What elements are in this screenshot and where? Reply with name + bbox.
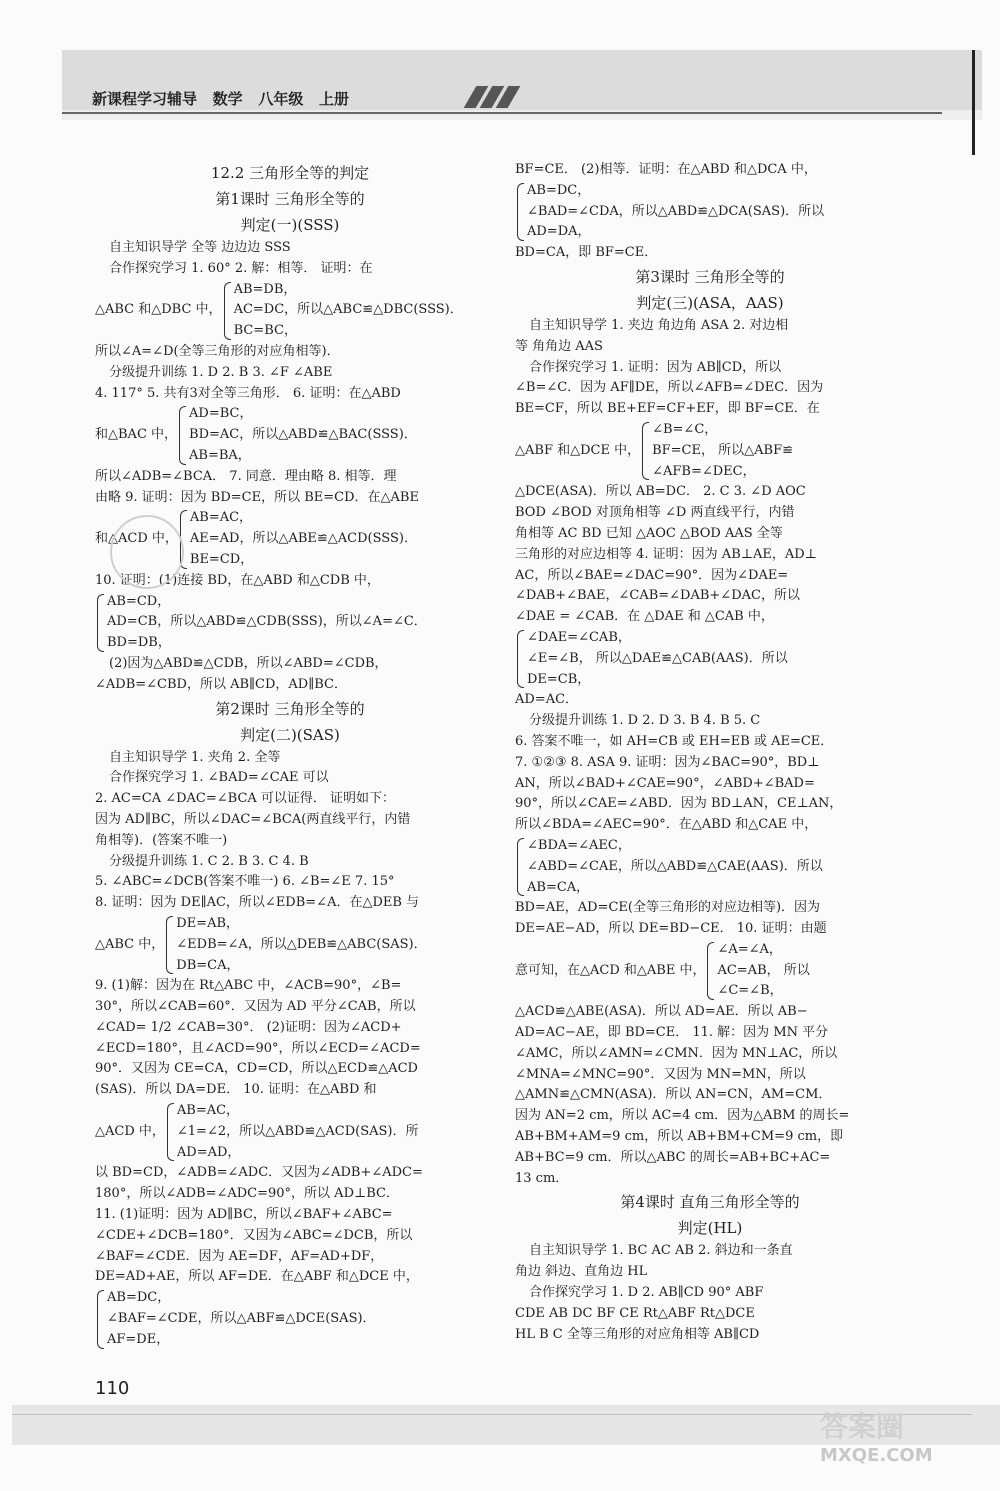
- book-title: 新课程学习辅导 数学 八年级 上册: [92, 90, 350, 108]
- text-line: AN，所以∠BAD+∠CAE=90°，∠ABD+∠BAD=: [515, 775, 815, 791]
- brace-row: AB=DB，: [233, 281, 297, 297]
- text-line: BOD ∠BOD 对顶角相等 ∠D 两直线平行，内错: [515, 505, 795, 521]
- brace-row: AD=BC，: [189, 406, 253, 422]
- text-line: △ACD≌△ABE(ASA)．所以 AD=AE．所以 AB−: [515, 1004, 808, 1020]
- text-line: ∠ADB=∠CBD，所以 AB∥CD，AD∥BC．: [95, 676, 347, 692]
- text-line: 所以∠ADB=∠BCA． 7. 同意．理由略 8. 相等．理: [95, 468, 397, 484]
- text-line: 7. ①②③ 8. ASA 9. 证明：因为∠BAC=90°，BD⊥: [515, 754, 820, 770]
- brace-row: ∠BAF=∠CDE，所以△ABF≌△DCE(SAS)．: [107, 1311, 376, 1327]
- brace-row: AC=AB， 所以: [717, 962, 810, 978]
- text-line: △DCE(ASA)．所以 AB=DC． 2. C 3. ∠D AOC: [515, 484, 806, 500]
- brace-row: AB=AC，: [176, 1103, 240, 1119]
- text-line: 合作探究学习 1. ∠BAD=∠CAE 可以: [109, 770, 329, 786]
- text-line: ∠AMC，所以∠AMN=∠CMN．因为 MN⊥AC，所以: [515, 1045, 838, 1061]
- brace-rows: [717, 940, 809, 1002]
- brace-row: BC=BC，: [233, 323, 297, 339]
- text-line: 分级提升训练 1. D 2. B 3. ∠F ∠ABE: [109, 364, 333, 380]
- text-line: 9. (1)解：因为在 Rt△ABC 中，∠ACB=90°，∠B=: [95, 978, 402, 994]
- brace-row: DE=AB，: [176, 915, 240, 931]
- brace-symbol: [166, 916, 173, 974]
- text-line: AB+BC=9 cm．所以△ABC 的周长=AB+BC+AC=: [515, 1149, 831, 1165]
- header-rule: [62, 112, 942, 114]
- text-line: 13 cm．: [515, 1170, 569, 1186]
- brace-rows: [189, 404, 417, 466]
- brace-row: AB=BA，: [189, 447, 251, 463]
- text-line: 因为 AN=2 cm，所以 AC=4 cm．因为△ABM 的周长=: [515, 1108, 850, 1124]
- brace-group: [95, 1101, 485, 1163]
- text-line: 90°．又因为 CE=CA，CD=CD，所以△ECD≌△ACD: [95, 1061, 418, 1077]
- brace-row: ∠B=∠C，: [652, 421, 718, 437]
- text-line: 合作探究学习 1. D 2. AB∥CD 90° ABF: [529, 1285, 764, 1301]
- text-line: ∠DAE = ∠CAB．在 △DAE 和 △CAB 中，: [515, 609, 774, 625]
- brace-row: AB=CA，: [527, 879, 590, 895]
- section-heading: 第4课时 直角三角形全等的: [620, 1193, 800, 1212]
- section-heading: 第2课时 三角形全等的: [215, 699, 365, 718]
- text-line: AB+BM+AM=9 cm，所以 AB+BM+CM=9 cm，即: [515, 1129, 844, 1145]
- brace-symbol: [167, 1103, 174, 1161]
- brace-row: BD=DB，: [107, 635, 171, 651]
- brace-row: BF=CE， 所以△ABF≌: [652, 442, 793, 458]
- brace-group: [515, 836, 905, 898]
- text-line: CDE AB DC BF CE Rt△ABF Rt△DCE: [515, 1305, 755, 1321]
- watermark-url: MXQE.COM: [820, 1445, 933, 1466]
- section-heading: 第1课时 三角形全等的: [215, 190, 365, 208]
- brace-row: AD=CB，所以△ABD≌△CDB(SSS)，所以∠A=∠C．: [107, 614, 427, 630]
- brace-row: DB=CA，: [176, 957, 240, 973]
- text-line: 角相等 AC BD 已知 △AOC △BOD AAS 全等: [515, 525, 783, 541]
- text-line: ∠ECD=180°，且∠ACD=90°，所以∠ECD=∠ACD=: [95, 1040, 421, 1056]
- left-column: [95, 160, 485, 1351]
- watermark-logo-text: 答案圈: [820, 1410, 905, 1443]
- brace-row: AD=AD，: [176, 1144, 241, 1160]
- brace-rows: [234, 280, 463, 342]
- watermark-logo: [820, 1405, 970, 1480]
- brace-prefix: △ACD 中，: [95, 1123, 165, 1139]
- brace-row: BD=AC，所以△ABD≌△BAC(SSS)．: [189, 427, 417, 443]
- text-line: 2. AC=CA ∠DAC=∠BCA 可以证得． 证明如下：: [95, 791, 396, 807]
- text-line: 所以∠BDA=∠AEC=90°．在△ABD 和△CAE 中，: [515, 817, 818, 833]
- brace-row: AB=AC，: [189, 510, 253, 526]
- text-line: ∠CAD= 1/2 ∠CAB=30°． (2)证明：因为∠ACD+: [95, 1019, 402, 1035]
- brace-row: ∠DAE=∠CAB，: [527, 629, 631, 645]
- text-line: HL B C 全等三角形的对应角相等 AB∥CD: [515, 1326, 760, 1342]
- text-line: BD=AE，AD=CE(全等三角形的对应边相等)．因为: [515, 900, 821, 916]
- page-number: 110: [95, 1378, 130, 1399]
- stamp-mark: [110, 515, 184, 589]
- brace-symbol: [517, 838, 524, 896]
- brace-group: [95, 592, 485, 654]
- text-line: 以 BD=CD，∠ADB=∠ADC．又因为∠ADB+∠ADC=: [95, 1165, 423, 1181]
- brace-row: BE=CD，: [189, 551, 254, 567]
- brace-rows: [107, 1288, 376, 1350]
- brace-group: [515, 940, 905, 1002]
- brace-group: [95, 914, 485, 976]
- text-line: 自主知识导学 全等 边边边 SSS: [109, 240, 291, 255]
- brace-row: ∠BDA=∠AEC，: [527, 837, 631, 853]
- brace-group: [95, 404, 485, 466]
- text-line: BE=CF，所以 BE+EF=CF+EF，即 BF=CE．在: [515, 401, 820, 417]
- text-line: DE=AD+AE，所以 AF=DE．在△ABF 和△DCE 中，: [95, 1269, 419, 1285]
- section-heading: 12.2 三角形全等的判定: [210, 164, 370, 182]
- brace-rows: [177, 1101, 419, 1163]
- brace-rows: [527, 181, 824, 243]
- text-line: AC，所以∠BAE=∠DAC=90°．因为∠DAE=: [515, 567, 789, 583]
- text-line: 分级提升训练 1. C 2. B 3. C 4. B: [109, 853, 309, 869]
- brace-prefix: △ABF 和△DCE 中，: [515, 442, 641, 458]
- text-line: 10. 证明：(1)连接 BD，在△ABD 和△CDB 中，: [95, 572, 380, 588]
- section-heading: 判定(二)(SAS): [240, 725, 340, 744]
- brace-symbol: [179, 406, 186, 464]
- text-line: 角相等)．(答案不唯一): [95, 832, 228, 848]
- brace-symbol: [707, 942, 714, 1000]
- text-line: 180°，所以∠ADB=∠ADC=90°，所以 AD⊥BC．: [95, 1186, 399, 1202]
- brace-row: ∠AFB=∠DEC，: [652, 463, 756, 479]
- text-line: 分级提升训练 1. D 2. D 3. B 4. B 5. C: [529, 713, 761, 729]
- brace-row: AB=DC，: [527, 182, 591, 198]
- brace-prefix: 和△ACD 中，: [95, 531, 178, 547]
- brace-row: AB=CD，: [107, 593, 171, 609]
- brace-symbol: [642, 422, 649, 480]
- text-line: AD=AC．: [515, 692, 579, 708]
- brace-row: ∠C=∠B，: [717, 983, 783, 999]
- text-line: 6. 答案不唯一，如 AH=CB 或 EH=EB 或 AE=CE．: [515, 733, 834, 749]
- page-edge-mark: [972, 50, 975, 155]
- text-line: (SAS)．所以 DA=DE． 10. 证明：在△ABD 和: [95, 1082, 377, 1098]
- text-line: ∠DAB+∠BAE，∠CAB=∠DAB+∠DAC，所以: [515, 588, 800, 604]
- brace-row: ∠BAD=∠CDA，所以△ABD≌△DCA(SAS)．所以: [527, 203, 825, 219]
- text-line: 所以∠A=∠D(全等三角形的对应角相等)．: [95, 343, 340, 359]
- text-line: 30°，所以∠CAB=60°．又因为 AD 平分∠CAB，所以: [95, 999, 416, 1015]
- text-line: 合作探究学习 1. 60° 2. 解：相等． 证明：在: [109, 260, 373, 276]
- brace-rows: [527, 836, 823, 898]
- text-line: 等 角角边 AAS: [515, 338, 603, 354]
- brace-prefix: △ABC 中，: [95, 936, 165, 952]
- brace-rows: [176, 914, 426, 976]
- brace-row: AF=DE，: [107, 1331, 170, 1347]
- brace-symbol: [224, 282, 231, 340]
- text-line: AD=AC−AE，即 BD=CE． 11. 解：因为 MN 平分: [515, 1025, 829, 1041]
- text-line: 自主知识导学 1. BC AC AB 2. 斜边和一条直: [529, 1243, 793, 1259]
- brace-prefix: 意可知，在△ACD 和△ABE 中，: [515, 962, 706, 978]
- brace-group: [515, 181, 905, 243]
- text-line: 自主知识导学 1. 夹角 2. 全等: [109, 749, 281, 765]
- text-line: △AMN≌△CMN(ASA)．所以 AN=CN，AM=CM．: [515, 1087, 832, 1103]
- brace-row: ∠1=∠2，所以△ABD≌△ACD(SAS)．所: [176, 1123, 419, 1139]
- section-heading: 判定(一)(SSS): [240, 216, 340, 234]
- brace-row: AB=DC，: [107, 1290, 171, 1306]
- brace-group: [95, 280, 485, 342]
- right-column: [515, 160, 905, 1345]
- brace-symbol: [97, 594, 104, 652]
- text-line: 11. (1)证明：因为 AD∥BC，所以∠BAF+∠ABC=: [95, 1207, 393, 1223]
- text-line: 90°，所以∠CAE=∠ABD．因为 BD⊥AN，CE⊥AN，: [515, 796, 843, 812]
- brace-row: AE=AD，所以△ABE≌△ACD(SSS)．: [189, 531, 417, 547]
- text-line: 角边 斜边、直角边 HL: [515, 1264, 648, 1280]
- brace-row: AD=DA，: [527, 224, 591, 240]
- text-line: BD=CA，即 BF=CE．: [515, 245, 658, 261]
- text-line: 三角形的对应边相等 4. 证明：因为 AB⊥AE，AD⊥: [515, 546, 817, 562]
- text-line: 5. ∠ABC=∠DCB(答案不唯一) 6. ∠B=∠E 7. 15°: [95, 874, 395, 890]
- brace-rows: [107, 592, 427, 654]
- brace-prefix: 和△BAC 中，: [95, 427, 178, 443]
- brace-row: DE=CB，: [527, 671, 591, 687]
- text-line: BF=CE． (2)相等．证明：在△ABD 和△DCA 中，: [515, 162, 817, 177]
- brace-rows: [190, 508, 417, 570]
- text-line: 8. 证明：因为 DE∥AC，所以∠EDB=∠A．在△DEB 与: [95, 895, 420, 911]
- brace-symbol: [517, 183, 524, 241]
- brace-row: AC=DC，所以△ABC≌△DBC(SSS)．: [233, 302, 463, 318]
- section-heading: 第3课时 三角形全等的: [635, 267, 785, 286]
- brace-symbol: [97, 1290, 104, 1348]
- section-heading: 判定(三)(ASA，AAS): [636, 293, 784, 312]
- brace-rows: [527, 628, 788, 690]
- text-line: ∠MNA=∠MNC=90°．又因为 MN=MN，所以: [515, 1066, 806, 1082]
- text-line: 4. 117° 5. 共有3对全等三角形． 6. 证明：在△ABD: [95, 385, 401, 401]
- text-line: ∠BAF=∠CDE．因为 AE=DF，AF=AD+DF，: [95, 1248, 384, 1264]
- brace-row: ∠E=∠B， 所以△DAE≌△CAB(AAS)．所以: [527, 650, 788, 666]
- brace-group: [515, 628, 905, 690]
- brace-symbol: [517, 630, 524, 688]
- brace-prefix: △ABC 和△DBC 中，: [95, 302, 222, 318]
- text-line: 由略 9. 证明：因为 BD=CE，所以 BE=CD．在△ABE: [95, 489, 419, 505]
- brace-row: ∠EDB=∠A，所以△DEB≌△ABC(SAS)．: [176, 936, 427, 952]
- text-line: 自主知识导学 1. 夹边 角边角 ASA 2. 对边相: [529, 317, 789, 333]
- section-heading: 判定(HL): [677, 1219, 743, 1238]
- text-line: (2)因为△ABD≌△CDB，所以∠ABD=∠CDB，: [109, 655, 388, 671]
- brace-row: ∠ABD=∠CAE，所以△ABD≌△CAE(AAS)．所以: [527, 858, 823, 874]
- brace-row: ∠A=∠A，: [717, 941, 782, 957]
- text-line: 因为 AD∥BC，所以∠DAC=∠BCA(两直线平行，内错: [95, 811, 411, 827]
- brace-rows: [652, 420, 793, 482]
- text-line: DE=AE−AD，所以 DE=BD−CE． 10. 证明：由题: [515, 921, 827, 937]
- text-line: 合作探究学习 1. 证明：因为 AB∥CD，所以: [529, 359, 782, 375]
- brace-group: [95, 1288, 485, 1350]
- brace-group: [515, 420, 905, 482]
- text-line: ∠B=∠C．因为 AF∥DE，所以∠AFB=∠DEC．因为: [515, 380, 824, 396]
- text-line: ∠CDE+∠DCB=180°．又因为∠ABC=∠DCB，所以: [95, 1227, 413, 1243]
